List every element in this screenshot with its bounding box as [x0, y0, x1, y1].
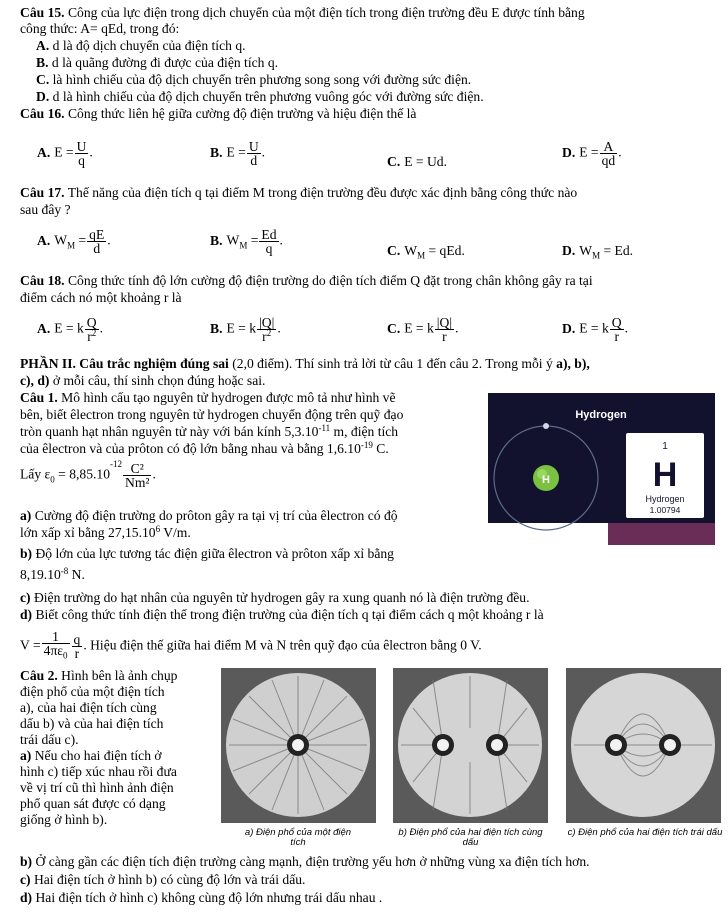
q18-option-b[interactable]: B. E = k $\frac{|Q|}{r^2}$ .: [210, 315, 281, 344]
q17-stem-2: sau đây ?: [20, 202, 71, 217]
c2-statement-a-5: giống ở hình b).: [20, 812, 108, 827]
c1-statement-c[interactable]: c) Điện trường do hạt nhân của nguyên tử hydrogen gây ra xung quanh nó là điện trường đều.: [20, 590, 530, 605]
c2-stem-4: dấu b) và của hai điện tích: [20, 716, 164, 731]
card-name: Hydrogen: [645, 494, 685, 504]
part2-heading: PHẦN II. Câu trắc nghiệm đúng sai (2,0 điểm). Thí sinh trả lời từ câu 1 đến câu 2. Trong mỗi ý a), b),: [20, 356, 590, 371]
q15-stem: Câu 15. Công của lực điện trong dịch chuyển của một điện tích trong điện trường đều E được tính bằng: [20, 5, 585, 20]
c2-statement-d[interactable]: d) Hai điện tích ở hình c) không cùng độ lớn nhưng trái dấu nhau .: [20, 890, 383, 905]
q16-option-d[interactable]: D. E = $\frac{A}{qd}$ .: [562, 139, 622, 168]
q17-option-c[interactable]: C. $W_M$ = qEd.: [387, 243, 465, 261]
c2-statement-c[interactable]: c) Hai điện tích ở hình b) có cùng độ lớn và trái dấu.: [20, 872, 306, 887]
c1-statement-b[interactable]: b) Độ lớn của lực tương tác điện giữa êlectron và prôton xấp xỉ bằng: [20, 546, 394, 561]
c1-statement-b-2: $8,19.10^{-8}$ N.: [20, 566, 85, 582]
card-mass: 1.00794: [649, 505, 681, 515]
c2-statement-a-4: phổ quan sát được có dạng: [20, 796, 166, 811]
c1-statement-a-2: lớn xấp xỉ bằng 27,15.10$^6$ V/m.: [20, 524, 191, 540]
c2-stem-5: trái dấu c).: [20, 732, 79, 747]
caption-opposite-charges: c) Điện phổ của hai điện tích trái dấu: [567, 827, 723, 838]
c2-statement-b[interactable]: b) Ở càng gần các điện tích điện trường càng mạnh, điện trường yếu hơn ở những vùng xa điện tích hơn.: [20, 854, 590, 869]
c1-stem-4: của êlectron và của prôton có độ lớn bằng nhau và bằng $1,6.10^{-19}$ C.: [20, 440, 389, 456]
q18-option-d[interactable]: D. E = k $\frac{Q}{r}$ .: [562, 315, 629, 344]
q18-option-c[interactable]: C. E = k $\frac{|Q|}{r}$ .: [387, 315, 459, 344]
card-symbol: H: [652, 456, 678, 494]
q18-option-a[interactable]: A. E = k $\frac{Q}{r^2}$ .: [37, 315, 104, 344]
c2-statement-a-2: hình c) tiếp xúc nhau rồi đưa: [20, 764, 177, 779]
q16-option-a[interactable]: A. E = $\frac{U}{q}$ .: [37, 139, 93, 168]
part2-heading-2: c), d) ở mỗi câu, thí sinh chọn đúng hoặc sai.: [20, 373, 266, 388]
c1-stem-1: Câu 1. Mô hình cấu tạo nguyên tử hydrogen được mô tả như hình vẽ: [20, 390, 396, 405]
q18-stem: Câu 18. Công thức tính độ lớn cường độ điện trường do điện tích điểm Q đặt trong chân không gây ra tại: [20, 273, 593, 288]
c1-stem-2: bên, biết êlectron trong nguyên tử hydrogen chuyển động trên quỹ đạo: [20, 407, 404, 422]
card-number: 1: [662, 441, 668, 452]
caption-single-charge: a) Điện phổ của một điện tích: [244, 827, 352, 848]
q16-stem: Câu 16. Công thức liên hệ giữa cường độ điện trường và hiệu điện thế là: [20, 106, 417, 121]
q17-option-d[interactable]: D. $W_M = Ed$.: [562, 243, 634, 261]
hydrogen-atom-image: [488, 393, 715, 545]
c1-statement-d[interactable]: d) Biết công thức tính điện thế trong điện trường của điện tích q tại điểm cách q một khoảng r là: [20, 607, 544, 622]
hydrogen-title: Hydrogen: [575, 409, 627, 421]
caption-like-charges: b) Điện phổ của hai điện tích cùng dấu: [398, 827, 543, 848]
nucleus-label: H: [542, 474, 550, 486]
q15-option-d[interactable]: D. d là hình chiếu của độ dịch chuyển trên phương vuông góc với đường sức điện.: [36, 89, 484, 104]
c2-stem-2: điện phổ của một điện tích: [20, 684, 165, 699]
c1-epsilon-formula: Lấy $\varepsilon_0 = 8,85.10^{-12}$ $\frac{\text{C²}}{\text{Nm²}}$ .: [20, 459, 156, 490]
q15-option-b[interactable]: B. d là quãng đường đi được của điện tích q.: [36, 55, 279, 70]
c1-statement-a[interactable]: a) Cường độ điện trường do prôton gây ra tại vị trí của êlectron có độ: [20, 508, 398, 523]
field-photo-like-charges: [393, 668, 548, 823]
field-photo-single-charge: [221, 668, 376, 823]
q16-option-c[interactable]: C. E = Ud.: [387, 154, 447, 169]
q17-option-b[interactable]: B. $W_M$ = $\frac{Ed}{q}$ .: [210, 227, 283, 256]
q15-option-c[interactable]: C. là hình chiếu của độ dịch chuyển trên phương song song với đường sức điện.: [36, 72, 472, 87]
c2-stem-1: Câu 2. Hình bên là ảnh chụp: [20, 668, 178, 683]
c1-stem-3: tròn quanh hạt nhân nguyên tử này với bán kính $5,3.10^{-11}$ m, điện tích: [20, 423, 399, 439]
field-photo-opposite-charges: [566, 668, 721, 823]
q15-option-a[interactable]: A. d là độ dịch chuyển của điện tích q.: [36, 38, 246, 53]
q16-option-b[interactable]: B. E = $\frac{U}{d}$ .: [210, 139, 266, 168]
c2-stem-3: a), của hai điện tích cùng: [20, 700, 157, 715]
q17-stem: Câu 17. Thế năng của điện tích q tại điểm M trong điện trường đều được xác định bằng công thức nào: [20, 185, 578, 200]
c2-statement-a[interactable]: a) Nếu cho hai điện tích ở: [20, 748, 162, 763]
q15-stem-2: công thức: A= qEd, trong đó:: [20, 21, 180, 36]
q18-stem-2: điểm cách nó một khoảng r là: [20, 290, 182, 305]
c2-statement-a-3: về vị trí cũ thì hình ảnh điện: [20, 780, 174, 795]
q17-option-a[interactable]: A. $W_M$ = $\frac{qE}{d}$ .: [37, 227, 111, 256]
c1-potential-formula: V = $\frac{1}{4\pi\varepsilon_0}$ $\frac{q}{r}$ . Hiệu điện thế giữa hai điểm M và N trên quỹ đạo của êlectron bằng 0 V.: [20, 629, 482, 661]
